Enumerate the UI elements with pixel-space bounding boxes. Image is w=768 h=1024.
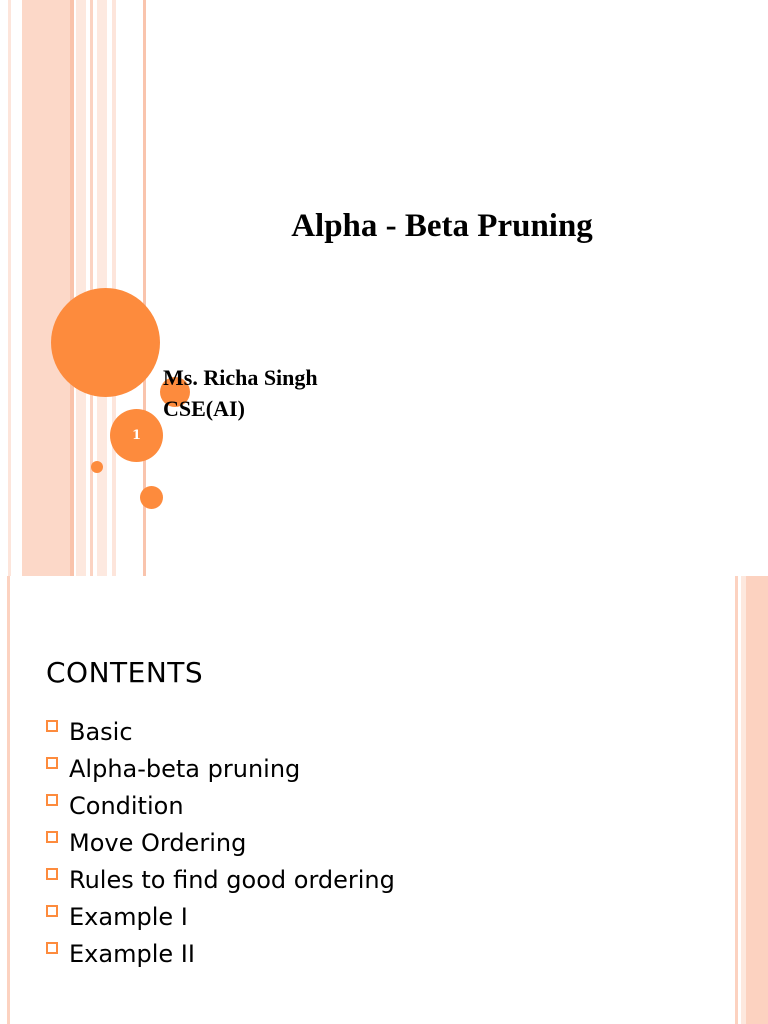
decorative-stripe [8,0,11,576]
list-item-label: Move Ordering [69,828,247,857]
author-name: Ms. Richa Singh [163,365,318,390]
decorative-circle-tiny [91,461,103,473]
list-item-label: Condition [69,791,184,820]
slide-number: 1 [131,428,142,443]
author-block [163,362,318,424]
slide-number-circle [110,409,163,462]
list-item [46,898,395,935]
square-bullet-icon [46,942,58,954]
list-item-label: Example II [69,939,195,968]
square-bullet-icon [46,868,58,880]
list-item-label: Alpha-beta pruning [69,754,301,783]
contents-slide [0,576,768,1024]
slide-title: Alpha - Beta Pruning [291,208,593,244]
list-item [46,824,395,861]
list-item [46,861,395,898]
decorative-stripe [22,0,70,576]
list-item-label: Rules to find good ordering [69,865,395,894]
list-item [46,935,395,972]
square-bullet-icon [46,831,58,843]
decorative-circle-small [140,486,163,509]
decorative-stripe [7,576,10,1024]
square-bullet-icon [46,905,58,917]
contents-list [46,713,395,972]
list-item [46,750,395,787]
square-bullet-icon [46,757,58,769]
author-department: CSE(AI) [163,396,245,421]
decorative-stripe [70,0,74,576]
decorative-circle-large [51,288,160,397]
contents-heading: CONTENTS [46,656,204,689]
decorative-stripe [90,0,93,576]
decorative-stripe [735,576,738,1024]
list-item [46,713,395,750]
decorative-stripe [746,576,768,1024]
list-item [46,787,395,824]
list-item-label: Example I [69,902,188,931]
square-bullet-icon [46,794,58,806]
list-item-label: Basic [69,717,133,746]
decorative-stripe [76,0,86,576]
square-bullet-icon [46,720,58,732]
